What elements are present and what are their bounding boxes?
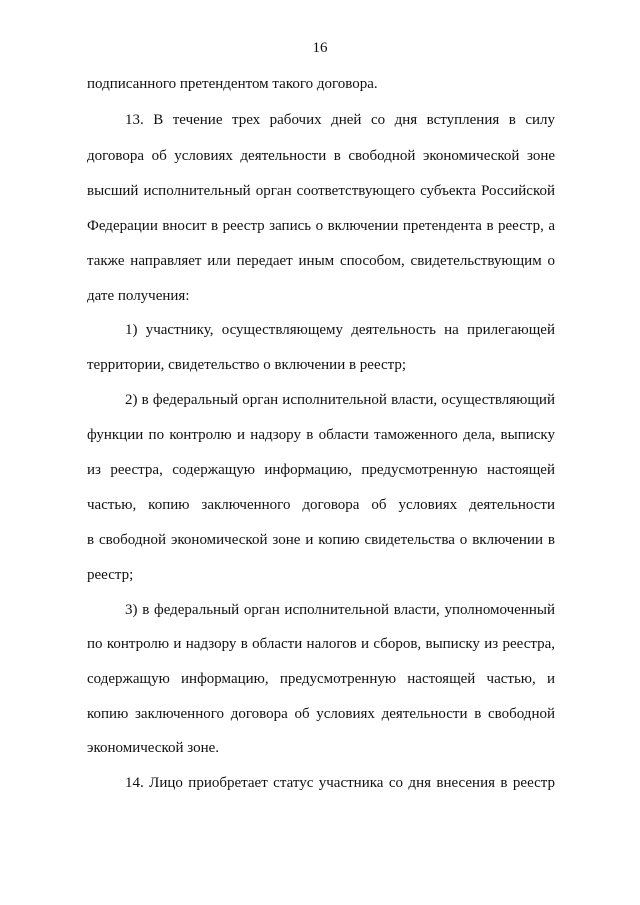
text-line: договора об условиях деятельности в свободной экономической зоне — [87, 148, 555, 164]
text-line: территории, свидетельство о включении в реестр; — [87, 357, 407, 373]
text-line: из реестра, содержащую информацию, предусмотренную настоящей — [87, 462, 555, 478]
text-line: 1) участнику, осуществляющему деятельность на прилегающей — [125, 322, 555, 338]
page-number: 16 — [312, 40, 328, 56]
text-line: 13. В течение трех рабочих дней со дня вступления в силу — [125, 112, 555, 128]
text-line: содержащую информацию, предусмотренную настоящей частью, и — [87, 671, 555, 687]
text-line: 3) в федеральный орган исполнительной власти, уполномоченный — [125, 602, 555, 618]
text-line: высший исполнительный орган соответствующего субъекта Российской — [87, 183, 555, 199]
text-line: функции по контролю и надзору в области таможенного дела, выписку — [87, 427, 555, 443]
text-line: 14. Лицо приобретает статус участника со дня внесения в реестр — [125, 775, 555, 791]
text-line: 2) в федеральный орган исполнительной власти, осуществляющий — [125, 392, 555, 408]
text-line: Федерации вносит в реестр запись о включении претендента в реестр, а — [87, 218, 555, 234]
text-line: в свободной экономической зоне и копию свидетельства о включении в — [87, 532, 555, 548]
text-line: копию заключенного договора об условиях деятельности в свободной — [87, 706, 555, 722]
text-line: дате получения: — [87, 288, 190, 304]
text-line: по контролю и надзору в области налогов и сборов, выписку из реестра, — [87, 636, 555, 652]
text-line: подписанного претендентом такого договора. — [87, 76, 378, 92]
text-line: экономической зоне. — [87, 740, 220, 756]
text-line: также направляет или передает иным способом, свидетельствующим о — [87, 253, 555, 269]
text-line: реестр; — [87, 567, 134, 583]
text-line: частью, копию заключенного договора об условиях деятельности — [87, 497, 555, 513]
